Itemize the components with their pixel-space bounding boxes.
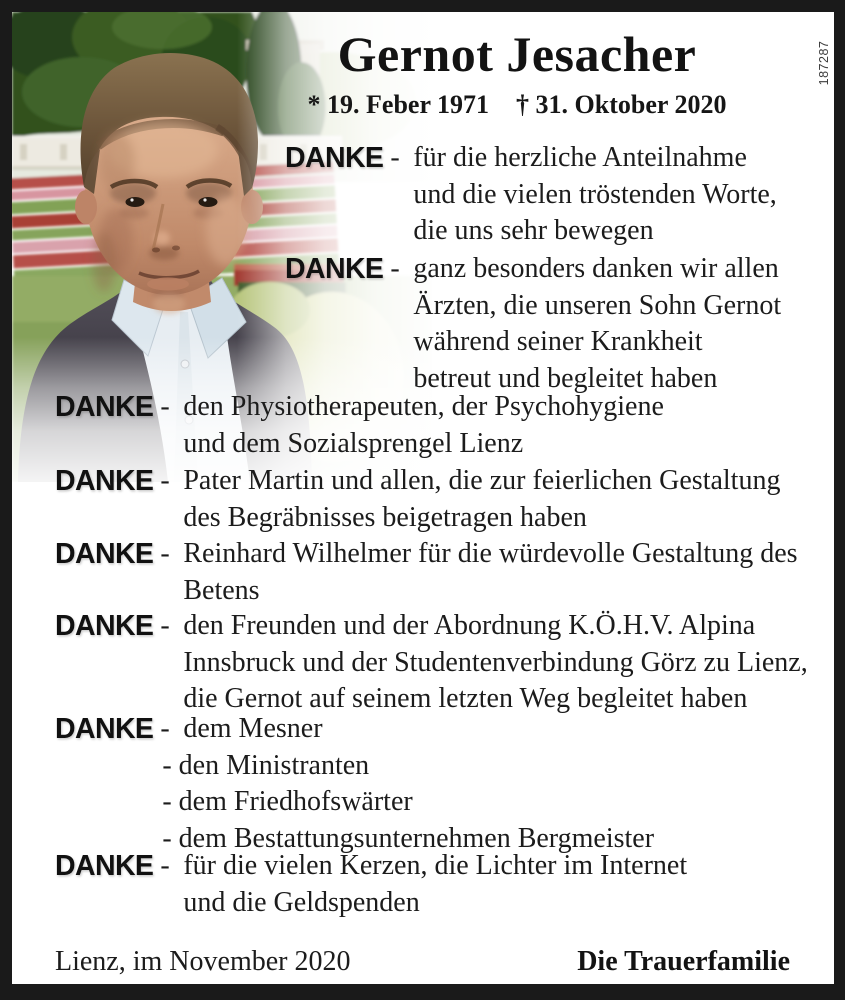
danke-dash: - bbox=[160, 850, 170, 881]
danke-block-3 bbox=[55, 389, 825, 462]
danke-block-2 bbox=[285, 251, 830, 397]
danke-block-7 bbox=[55, 711, 825, 857]
danke-text: den Freunden und der Abordnung K.Ö.H.V. Alpina Innsbruck und der Studentenverbindung Görz zu Lienz, die Gernot auf seinem letzten Weg begleitet haben bbox=[183, 610, 808, 714]
danke-text: Reinhard Wilhelmer für die würdevolle Gestaltung des Betens bbox=[183, 538, 798, 606]
danke-dash: - bbox=[160, 713, 170, 744]
danke-block-8 bbox=[55, 848, 825, 921]
danke-label: DANKE bbox=[55, 713, 154, 745]
print-id-number: 187287 bbox=[817, 40, 831, 86]
danke-text: Pater Martin und allen, die zur feierlichen Gestaltung des Begräbnisses beigetragen haben bbox=[183, 465, 781, 533]
danke-block-4 bbox=[55, 463, 825, 536]
family-signature: Die Trauerfamilie bbox=[577, 946, 790, 977]
danke-label: DANKE bbox=[55, 465, 154, 497]
danke-text: für die herzliche Anteilnahme und die vielen tröstenden Worte, die uns sehr bewegen bbox=[413, 142, 777, 246]
obituary-card bbox=[12, 12, 834, 984]
danke-dash: - bbox=[160, 538, 170, 569]
danke-dash: - bbox=[160, 391, 170, 422]
eye-right bbox=[199, 197, 218, 207]
danke-text: den Physiotherapeuten, der Psychohygiene und dem Sozialsprengel Lienz bbox=[183, 391, 664, 459]
birth-date: * 19. Feber 1971 bbox=[307, 90, 490, 119]
danke-block-6 bbox=[55, 608, 825, 718]
danke-text: für die vielen Kerzen, die Lichter im Internet und die Geldspenden bbox=[183, 850, 688, 918]
danke-label: DANKE bbox=[285, 142, 384, 174]
danke-block-1 bbox=[285, 140, 830, 250]
danke-dash: - bbox=[160, 465, 170, 496]
danke-label: DANKE bbox=[55, 391, 154, 423]
danke-label: DANKE bbox=[55, 610, 154, 642]
danke-label: DANKE bbox=[285, 253, 384, 285]
life-dates bbox=[207, 89, 827, 120]
eye-left bbox=[126, 197, 145, 207]
danke-text: ganz besonders danken wir allen Ärzten, die unseren Sohn Gernot während seiner Krankheit betreut und begleitet haben bbox=[413, 253, 782, 394]
death-date: † 31. Oktober 2020 bbox=[516, 90, 727, 119]
deceased-name: Gernot Jesacher bbox=[337, 26, 697, 82]
danke-dash: - bbox=[390, 253, 400, 284]
danke-block-5 bbox=[55, 536, 825, 609]
danke-text: dem Mesner - den Ministranten - dem Friedhofswärter - dem Bestattungsunternehmen Bergmeister bbox=[162, 713, 655, 854]
danke-dash: - bbox=[390, 142, 400, 173]
place-and-date: Lienz, im November 2020 bbox=[55, 946, 351, 977]
danke-label: DANKE bbox=[55, 850, 154, 882]
danke-label: DANKE bbox=[55, 538, 154, 570]
danke-dash: - bbox=[160, 610, 170, 641]
